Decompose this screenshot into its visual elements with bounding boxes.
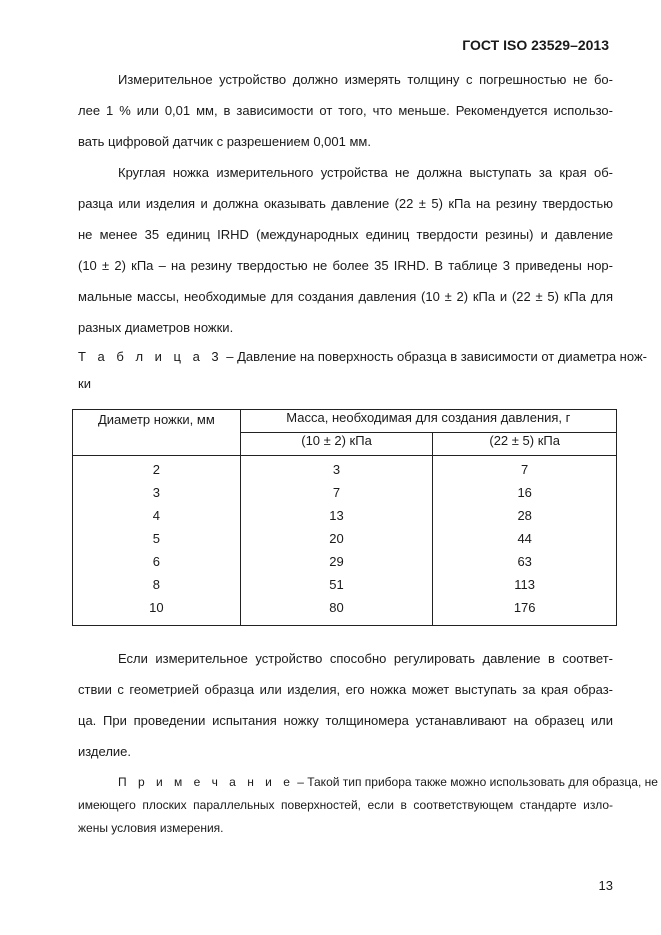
- cell-mass-22: 176: [433, 596, 617, 626]
- cell-mass-10: 7: [240, 481, 433, 504]
- header-pressure-22: (22 ± 5) кПа: [433, 433, 617, 456]
- cell-diameter: 4: [73, 504, 241, 527]
- cell-mass-22: 63: [433, 550, 617, 573]
- cell-mass-22: 44: [433, 527, 617, 550]
- table-row: [73, 573, 617, 596]
- text-line: Круглая ножка измерительного устройства не должна выступать за края об-: [118, 165, 613, 180]
- text-line: Если измерительное устройство способно регулировать давление в соответ-: [118, 651, 613, 666]
- text-line: разных диаметров ножки.: [78, 320, 234, 335]
- document-header: ГОСТ ISO 23529–2013: [462, 37, 609, 53]
- cell-mass-22: 16: [433, 481, 617, 504]
- table-row: [73, 550, 617, 573]
- text-line: лее 1 % или 0,01 мм, в зависимости от того, что меньше. Рекомендуется использо-: [78, 103, 613, 118]
- header-mass: Масса, необходимая для создания давления, г: [240, 410, 616, 433]
- note-block: [78, 771, 658, 840]
- table-body: [73, 456, 617, 626]
- caption-text: – Давление на поверхность образца в зависимости от диаметра нож-: [222, 349, 647, 364]
- text-line: Измерительное устройство должно измерять толщину с погрешностью не бо-: [118, 72, 613, 87]
- cell-mass-22: 113: [433, 573, 617, 596]
- note-line: жены условия измерения.: [78, 821, 224, 835]
- cell-mass-10: 3: [240, 456, 433, 482]
- cell-diameter: 8: [73, 573, 241, 596]
- cell-mass-10: 13: [240, 504, 433, 527]
- table-row: [73, 456, 617, 482]
- cell-diameter: 6: [73, 550, 241, 573]
- cell-diameter: 2: [73, 456, 241, 482]
- cell-mass-22: 28: [433, 504, 617, 527]
- paragraph-measurement-accuracy: [78, 64, 613, 157]
- table-row: [73, 527, 617, 550]
- paragraph-foot-pressure: [78, 157, 613, 343]
- header-pressure-10: (10 ± 2) кПа: [240, 433, 433, 456]
- text-line: не менее 35 единиц IRHD (международных единиц твердости резины) и давление: [78, 227, 613, 242]
- cell-diameter: 3: [73, 481, 241, 504]
- table-row: [73, 596, 617, 626]
- cell-mass-10: 29: [240, 550, 433, 573]
- cell-mass-22: 7: [433, 456, 617, 482]
- text-line: (10 ± 2) кПа – на резину твердостью не более 35 IRHD. В таблице 3 приведены нор-: [78, 258, 613, 273]
- text-line: разца или изделия и должна оказывать давление (22 ± 5) кПа на резину твердостью: [78, 196, 613, 211]
- note-text: – Такой тип прибора также можно использовать для образца, не: [293, 775, 658, 789]
- caption-prefix: Т а б л и ц а 3: [78, 349, 223, 364]
- table-row: [73, 504, 617, 527]
- cell-mass-10: 20: [240, 527, 433, 550]
- cell-mass-10: 80: [240, 596, 433, 626]
- text-line: вать цифровой датчик с разрешением 0,001 мм.: [78, 134, 371, 149]
- paragraph-adjustable-pressure: [78, 643, 613, 767]
- text-line: изделие.: [78, 744, 132, 759]
- table-caption: [78, 343, 647, 397]
- caption-line: [78, 343, 647, 370]
- page-number: 13: [598, 878, 613, 893]
- text-line: ствии с геометрией образца или изделия, его ножка может выступать за края образ-: [78, 682, 613, 697]
- cell-mass-10: 51: [240, 573, 433, 596]
- table-row: [73, 481, 617, 504]
- header-diameter: Диаметр ножки, мм: [73, 410, 241, 456]
- cell-diameter: 5: [73, 527, 241, 550]
- note-label: П р и м е ч а н и е: [118, 775, 294, 789]
- cell-diameter: 10: [73, 596, 241, 626]
- pressure-table: [72, 409, 617, 626]
- note-line: имеющего плоских параллельных поверхностей, если в соответствующем стандарте изло-: [78, 798, 613, 812]
- note-line: [78, 771, 658, 794]
- caption-line: ки: [78, 376, 91, 391]
- text-line: мальные массы, необходимые для создания давления (10 ± 2) кПа и (22 ± 5) кПа для: [78, 289, 613, 304]
- text-line: ца. При проведении испытания ножку толщиномера устанавливают на образец или: [78, 713, 613, 728]
